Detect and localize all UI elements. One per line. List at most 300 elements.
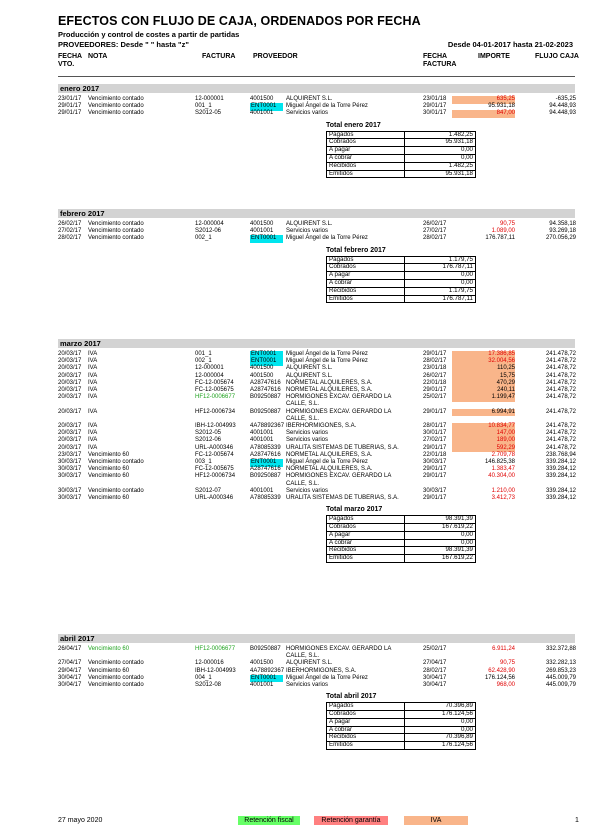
cell-factura: 002_1 — [195, 358, 212, 365]
totals-value: 1.482,25 — [405, 131, 476, 139]
month-total-title: Total febrero 2017 — [326, 246, 386, 254]
cell-proveedor-name: Miguel Ángel de la Torre Pérez — [286, 358, 368, 365]
cell-proveedor-code: ENT0001 — [250, 351, 283, 359]
cell-flujo-caja: 241.478,72 — [545, 387, 576, 393]
cell-importe: 95.931,18 — [488, 103, 515, 110]
header-fecha-factura-1: FECHA — [423, 53, 448, 60]
cell-proveedor-name: URALITA SISTEMAS DE TUBERIAS, S.A. — [286, 495, 399, 501]
cell-proveedor-code: 4A78892367 — [250, 423, 285, 429]
totals-label: Cobrados — [327, 139, 405, 147]
cell-nota: IVA — [88, 387, 98, 393]
cell-importe: 635,25 — [452, 96, 515, 104]
cell-factura: 12-000004 — [195, 221, 224, 227]
cell-proveedor-code: B09250887 — [250, 394, 281, 401]
cell-nota: IVA — [88, 372, 98, 379]
cell-fecha: 27/04/17 — [58, 660, 82, 667]
cell-proveedor-name: HORMIGONES EXCAV. GERARDO LA — [286, 646, 392, 652]
cell-fecha: 30/03/17 — [58, 473, 82, 480]
month-totals-table — [326, 702, 476, 750]
report-title: EFECTOS CON FLUJO DE CAJA, ORDENADOS POR FECHA — [58, 14, 421, 28]
totals-label: Emitidos — [327, 170, 405, 178]
cell-flujo-caja: 241.478,72 — [545, 372, 576, 379]
cell-flujo-caja: 339.284,12 — [545, 495, 576, 501]
cell-proveedor-name: Servicios varios — [286, 487, 329, 494]
cell-importe: 968,00 — [496, 682, 515, 688]
cell-factura: IBH-12-004993 — [195, 423, 236, 429]
column-header-proveedor: PROVEEDOR — [253, 53, 298, 60]
cell-fecha-factura: 22/01/18 — [423, 379, 447, 386]
cell-flujo-caja: 339.284,12 — [545, 473, 576, 480]
cell-proveedor-name: Servicios varios — [286, 437, 329, 444]
cell-fecha: 29/01/17 — [58, 103, 82, 110]
totals-value: 98.391,39 — [405, 516, 476, 524]
cell-factura: FC-12-005674 — [195, 379, 234, 386]
cell-proveedor-code: ENT0001 — [250, 459, 283, 467]
cell-nota: Vencimiento 60 — [88, 667, 130, 674]
cell-fecha-factura: 26/02/17 — [423, 372, 447, 379]
cell-proveedor-code: ENT0001 — [250, 235, 283, 243]
cell-fecha-factura: 29/01/17 — [423, 466, 447, 473]
cell-fecha-factura: 23/01/18 — [423, 365, 447, 372]
cell-proveedor-code: 4001001 — [250, 487, 274, 494]
totals-value: 0,00 — [405, 279, 476, 287]
cell-factura: 12-000001 — [195, 96, 224, 102]
totals-row — [327, 170, 476, 178]
totals-value: 95.931,18 — [405, 139, 476, 147]
totals-value: 167.619,22 — [405, 555, 476, 563]
cell-fecha-factura: 30/04/17 — [423, 682, 447, 688]
cell-proveedor-code: 4001001 — [250, 682, 274, 688]
cell-proveedor-name: IBERHORMIGONES, S.A. — [286, 667, 357, 674]
cell-fecha-factura: 30/01/17 — [423, 110, 447, 117]
column-header-nota: NOTA — [88, 53, 108, 60]
cell-proveedor-name: URALITA SISTEMAS DE TUBERIAS, S.A. — [286, 444, 399, 451]
cell-proveedor-name: Miguel Ángel de la Torre Pérez — [286, 235, 368, 242]
legend-iva: IVA — [404, 816, 468, 825]
totals-value: 176.124,56 — [405, 742, 476, 750]
table-row — [0, 682, 589, 690]
cell-fecha: 20/03/17 — [58, 372, 82, 379]
header-fecha: FECHA — [58, 53, 83, 60]
totals-value: 1.482,25 — [405, 162, 476, 170]
cell-importe: 2.709,78 — [491, 451, 515, 458]
month-totals-table — [326, 256, 476, 304]
month-label: febrero 2017 — [60, 209, 105, 218]
cell-flujo-caja: 339.284,12 — [545, 466, 576, 473]
cell-nota: Vencimiento contado — [88, 660, 144, 667]
table-row — [0, 473, 589, 487]
cell-flujo-caja: 241.478,72 — [545, 430, 576, 437]
totals-label: A cobrar — [327, 539, 405, 547]
totals-value: 176.787,11 — [405, 295, 476, 303]
header-vto: VTO. — [58, 61, 75, 68]
cell-flujo-caja: -635,25 — [555, 96, 576, 102]
cell-fecha-factura: 27/02/17 — [423, 228, 447, 235]
cell-factura: S2012-05 — [195, 110, 222, 117]
header-fecha-factura-2: FACTURA — [423, 61, 457, 68]
cell-nota: IVA — [88, 394, 98, 401]
cell-flujo-caja: 445.009,79 — [545, 674, 576, 681]
month-total-title: Total abril 2017 — [326, 693, 377, 701]
cell-fecha: 30/04/17 — [58, 674, 82, 681]
cell-flujo-caja: 94.358,18 — [549, 221, 576, 227]
totals-row — [327, 162, 476, 170]
cell-fecha: 20/03/17 — [58, 430, 82, 437]
cell-fecha-factura: 29/01/17 — [423, 444, 447, 451]
table-row — [0, 646, 589, 660]
cell-nota: IVA — [88, 444, 98, 451]
cell-flujo-caja: 241.478,72 — [545, 437, 576, 444]
cell-factura: 001_1 — [195, 103, 212, 110]
totals-label: Emitidos — [327, 295, 405, 303]
cell-importe: 110,25 — [452, 365, 515, 373]
cell-flujo-caja: 269.853,23 — [545, 667, 576, 674]
legend-retencion-garantia: Retención garantía — [314, 816, 388, 825]
cell-importe: 6.994,91 — [452, 409, 515, 417]
cell-nota: IVA — [88, 437, 98, 444]
cell-proveedor-code: A78085339 — [250, 495, 281, 501]
cell-proveedor-name: ALQUIRENT S.L. — [286, 372, 333, 379]
totals-label: A cobrar — [327, 279, 405, 287]
cell-fecha-factura: 26/02/17 — [423, 221, 447, 227]
cell-fecha: 29/04/17 — [58, 667, 82, 674]
cell-fecha: 20/03/17 — [58, 365, 82, 372]
month-label: abril 2017 — [60, 634, 95, 643]
cell-proveedor-name-cont: CALLE, S.L. — [286, 480, 320, 487]
totals-value: 0,00 — [405, 718, 476, 726]
cell-fecha-factura: 29/01/17 — [423, 387, 447, 393]
cell-fecha: 20/03/17 — [58, 379, 82, 386]
cell-fecha: 30/03/17 — [58, 466, 82, 473]
totals-label: Cobrados — [327, 710, 405, 718]
cell-proveedor-name: ALQUIRENT S.L. — [286, 365, 333, 372]
cell-fecha: 20/03/17 — [58, 394, 82, 401]
cell-factura: HF12-0006734 — [195, 408, 236, 415]
cell-proveedor-name: ALQUIRENT S.L. — [286, 221, 333, 227]
cell-factura: FC-12-005674 — [195, 451, 234, 458]
cell-fecha: 30/04/17 — [58, 682, 82, 688]
cell-fecha: 20/03/17 — [58, 437, 82, 444]
cell-fecha-factura: 28/01/17 — [423, 423, 447, 429]
totals-value: 167.619,22 — [405, 523, 476, 531]
totals-value: 1.179,75 — [405, 287, 476, 295]
totals-label: A pagar — [327, 272, 405, 280]
totals-value: 0,00 — [405, 539, 476, 547]
cell-fecha: 20/03/17 — [58, 387, 82, 393]
cell-importe: 146.825,38 — [484, 459, 515, 465]
month-label: marzo 2017 — [60, 339, 101, 348]
cell-nota: Vencimiento 60 — [88, 473, 130, 480]
cell-fecha-factura: 25/02/17 — [423, 646, 447, 652]
table-row — [0, 394, 589, 408]
cell-nota: IVA — [88, 351, 98, 357]
cell-fecha-factura: 30/03/17 — [423, 459, 447, 465]
month-total-title: Total enero 2017 — [326, 121, 381, 129]
cell-proveedor-name: Servicios varios — [286, 430, 329, 437]
cell-fecha: 20/03/17 — [58, 423, 82, 429]
cell-proveedor-code: B09250887 — [250, 473, 281, 480]
cell-nota: IVA — [88, 358, 98, 365]
column-header-importe: IMPORTE — [478, 53, 510, 60]
cell-importe: 176.124,56 — [484, 674, 515, 681]
cell-proveedor-name: ALQUIRENT S.L. — [286, 660, 333, 667]
month-header — [58, 339, 575, 348]
cell-nota: Vencimiento contado — [88, 459, 144, 465]
cell-importe: 10.834,77 — [452, 423, 515, 431]
cell-importe: 1.199,47 — [452, 394, 515, 402]
cell-importe: 90,75 — [499, 221, 515, 227]
cell-importe: 592,29 — [452, 445, 515, 453]
cell-proveedor-name-cont: CALLE, S.L. — [286, 401, 320, 408]
cell-importe: 3.412,73 — [491, 495, 515, 501]
cell-proveedor-name: Miguel Ángel de la Torre Pérez — [286, 674, 368, 681]
cell-flujo-caja: 94.448,93 — [549, 110, 576, 117]
cell-importe: 1.089,00 — [491, 228, 515, 235]
cell-importe: 240,11 — [452, 387, 515, 395]
cell-nota: Vencimiento 60 — [88, 646, 130, 652]
cell-fecha: 23/01/17 — [58, 96, 82, 102]
totals-label: Pagados — [327, 131, 405, 139]
cell-fecha-factura: 28/02/17 — [423, 358, 447, 365]
report-subtitle: Producción y control de costes a partir de partidas — [58, 30, 240, 39]
cell-factura: 12-000001 — [195, 365, 224, 372]
totals-label: Pagados — [327, 516, 405, 524]
legend-retencion-fiscal: Retención fiscal — [238, 816, 300, 825]
totals-label: Emitidos — [327, 555, 405, 563]
totals-row — [327, 555, 476, 563]
cell-proveedor-name: NORMETAL ALQUILERES, S.A. — [286, 451, 373, 458]
cell-proveedor-code: B09250887 — [250, 646, 281, 652]
cell-nota: IVA — [88, 379, 98, 386]
cell-importe: 40.304,00 — [488, 473, 515, 480]
cell-flujo-caja: 241.478,72 — [545, 358, 576, 365]
cell-nota: Vencimiento contado — [88, 228, 144, 235]
cell-nota: IVA — [88, 430, 98, 437]
footer-date: 27 mayo 2020 — [58, 817, 103, 824]
cell-fecha: 23/03/17 — [58, 451, 82, 458]
totals-value: 0,00 — [405, 154, 476, 162]
cell-fecha-factura: 22/01/18 — [423, 451, 447, 458]
cell-proveedor-code: B09250887 — [250, 408, 281, 415]
cell-proveedor-code: 4001500 — [250, 96, 274, 102]
cell-factura: FC-12-005675 — [195, 466, 234, 473]
cell-fecha: 20/03/17 — [58, 358, 82, 365]
cell-proveedor-name: HORMIGONES EXCAV. GERARDO LA — [286, 394, 392, 401]
month-header — [58, 84, 575, 93]
cell-factura: 003_1 — [195, 459, 212, 465]
cell-nota: IVA — [88, 423, 98, 429]
column-header-fecha — [58, 53, 82, 69]
cell-flujo-caja: 241.478,72 — [545, 423, 576, 429]
cell-flujo-caja: 270.056,29 — [545, 235, 576, 242]
column-header-flujo-caja: FLUJO CAJA — [535, 53, 579, 60]
cell-proveedor-name: Servicios varios — [286, 110, 329, 117]
cell-fecha-factura: 29/01/17 — [423, 103, 447, 110]
cell-nota: Vencimiento contado — [88, 674, 144, 681]
cell-importe: 847,00 — [452, 110, 515, 118]
totals-value: 70.396,89 — [405, 703, 476, 711]
cell-proveedor-name-cont: CALLE, S.L. — [286, 415, 320, 422]
cell-proveedor-code: 4001500 — [250, 221, 274, 227]
cell-factura: S2012-06 — [195, 228, 222, 235]
cell-nota: Vencimiento 60 — [88, 466, 130, 473]
cell-factura: S2012-06 — [195, 437, 222, 444]
totals-value: 0,00 — [405, 272, 476, 280]
cell-flujo-caja: 241.478,72 — [545, 351, 576, 357]
cell-factura: HF12-0006677 — [195, 646, 236, 652]
totals-label: A pagar — [327, 147, 405, 155]
cell-proveedor-code: 4001001 — [250, 110, 274, 117]
totals-label: A pagar — [327, 531, 405, 539]
cell-proveedor-name: NORMETAL ALQUILERES, S.A. — [286, 466, 373, 473]
month-total-title: Total marzo 2017 — [326, 506, 383, 514]
cell-proveedor-name: Miguel Ángel de la Torre Pérez — [286, 103, 368, 110]
cell-nota: IVA — [88, 365, 98, 372]
cell-factura: S2012-07 — [195, 487, 222, 494]
cell-factura: S2012-08 — [195, 682, 222, 688]
cell-proveedor-name: IBERHORMIGONES, S.A. — [286, 423, 357, 429]
cell-flujo-caja: 332.282,13 — [545, 660, 576, 667]
cell-fecha-factura: 30/01/17 — [423, 430, 447, 437]
cell-fecha: 27/02/17 — [58, 228, 82, 235]
cell-proveedor-name: Servicios varios — [286, 228, 329, 235]
cell-fecha: 26/04/17 — [58, 646, 82, 652]
table-row — [0, 495, 589, 503]
table-row — [0, 110, 589, 118]
cell-factura: IBH-12-004993 — [195, 667, 236, 674]
cell-flujo-caja: 339.284,12 — [545, 487, 576, 494]
cell-factura: 004_1 — [195, 674, 212, 681]
cell-factura: HF12-0006677 — [195, 394, 236, 401]
cell-importe: 62.428,90 — [488, 667, 515, 674]
page-number: 1 — [575, 817, 579, 824]
cell-nota: Vencimiento contado — [88, 221, 144, 227]
totals-label: Cobrados — [327, 264, 405, 272]
cell-fecha-factura: 28/02/17 — [423, 667, 447, 674]
cell-nota: Vencimiento contado — [88, 103, 144, 110]
cell-fecha-factura: 30/03/17 — [423, 487, 447, 494]
cell-factura: S2012-05 — [195, 430, 222, 437]
cell-proveedor-name: Servicios varios — [286, 682, 329, 688]
cell-importe: 176.787,11 — [485, 235, 515, 242]
cell-proveedor-code: A28747616 — [250, 451, 281, 458]
totals-value: 0,00 — [405, 531, 476, 539]
cell-fecha: 20/03/17 — [58, 408, 82, 415]
totals-value: 0,00 — [405, 147, 476, 155]
header-divider — [58, 76, 575, 77]
cell-importe: 1.383,47 — [491, 466, 515, 473]
cell-flujo-caja: 241.478,72 — [545, 408, 576, 415]
totals-row — [327, 718, 476, 726]
cell-importe: 189,00 — [452, 437, 515, 445]
totals-value: 0,00 — [405, 726, 476, 734]
cell-factura: FC-12-005675 — [195, 387, 234, 393]
cell-nota: Vencimiento 60 — [88, 495, 130, 501]
totals-label: A pagar — [327, 718, 405, 726]
table-row — [0, 235, 589, 243]
cell-nota: Vencimiento contado — [88, 487, 144, 494]
cell-fecha: 28/02/17 — [58, 235, 82, 242]
cell-nota: Vencimiento 60 — [88, 451, 130, 458]
cell-importe: 17.386,85 — [452, 351, 515, 359]
cell-flujo-caja: 445.009,79 — [545, 682, 576, 688]
cell-flujo-caja: 238.768,94 — [545, 451, 576, 458]
month-label: enero 2017 — [60, 84, 100, 93]
totals-label: Pagados — [327, 703, 405, 711]
date-range: Desde 04-01-2017 hasta 21-02-2023 — [447, 40, 573, 49]
cell-flujo-caja: 339.284,12 — [545, 459, 576, 465]
month-header — [58, 209, 575, 218]
totals-label: Cobrados — [327, 523, 405, 531]
cell-fecha: 30/03/17 — [58, 495, 82, 501]
cell-fecha-factura: 29/01/17 — [423, 408, 447, 415]
cell-flujo-caja: 241.478,72 — [545, 379, 576, 386]
totals-row — [327, 742, 476, 750]
month-totals-table — [326, 515, 476, 563]
cell-fecha: 20/03/17 — [58, 351, 82, 357]
totals-label: Pagados — [327, 256, 405, 264]
cell-proveedor-code: 4001001 — [250, 228, 274, 235]
cell-factura: 12-000016 — [195, 660, 224, 667]
cell-proveedor-code: A78085339 — [250, 444, 281, 451]
cell-fecha-factura: 29/01/17 — [423, 473, 447, 480]
column-header-factura: FACTURA — [202, 53, 236, 60]
totals-label: Emitidos — [327, 742, 405, 750]
cell-fecha: 26/02/17 — [58, 221, 82, 227]
cell-fecha-factura: 28/02/17 — [423, 235, 447, 242]
cell-flujo-caja: 332.372,88 — [545, 646, 576, 652]
totals-value: 95.931,18 — [405, 170, 476, 178]
cell-proveedor-code: 4001001 — [250, 437, 274, 444]
cell-factura: 001_1 — [195, 351, 212, 357]
totals-label: Recibidos — [327, 547, 405, 555]
cell-proveedor-name-cont: CALLE, S.L. — [286, 653, 320, 660]
cell-nota: Vencimiento contado — [88, 110, 144, 117]
cell-fecha-factura: 27/04/17 — [423, 660, 447, 667]
cell-importe: 470,29 — [452, 380, 515, 388]
cell-proveedor-name: ALQUIRENT S.L. — [286, 96, 333, 102]
cell-proveedor-code: A28747616 — [250, 379, 281, 386]
cell-flujo-caja: 241.478,72 — [545, 394, 576, 401]
cell-importe: 6.911,24 — [492, 646, 515, 652]
cell-fecha: 20/03/17 — [58, 444, 82, 451]
cell-importe: 1.210,00 — [491, 487, 515, 494]
cell-importe: 90,75 — [499, 660, 515, 667]
cell-fecha: 30/03/17 — [58, 487, 82, 494]
cell-fecha-factura: 29/01/17 — [423, 351, 447, 357]
month-header — [58, 634, 575, 643]
cell-proveedor-code: A28747616 — [250, 387, 281, 393]
cell-nota: Vencimiento contado — [88, 96, 144, 102]
cell-proveedor-code: 4A78892367 — [250, 667, 285, 674]
cell-importe: 15,75 — [452, 373, 515, 381]
cell-flujo-caja: 93.269,18 — [549, 228, 576, 235]
month-totals-table — [326, 131, 476, 179]
totals-label: Recibidos — [327, 162, 405, 170]
cell-fecha: 30/03/17 — [58, 459, 82, 465]
cell-importe: 147,00 — [452, 430, 515, 438]
provider-filter: PROVEEDORES: Desde " " hasta "z" — [58, 40, 189, 49]
cell-proveedor-code: ENT0001 — [250, 103, 283, 111]
cell-nota: Vencimiento contado — [88, 682, 144, 688]
cell-proveedor-code: 4001500 — [250, 365, 274, 372]
cell-factura: 12-000004 — [195, 372, 224, 379]
cell-nota: IVA — [88, 408, 98, 415]
cell-flujo-caja: 241.478,72 — [545, 444, 576, 451]
cell-proveedor-code: 4001001 — [250, 430, 274, 437]
cell-factura: HF12-0006734 — [195, 473, 236, 480]
cell-nota: Vencimiento contado — [88, 235, 144, 242]
